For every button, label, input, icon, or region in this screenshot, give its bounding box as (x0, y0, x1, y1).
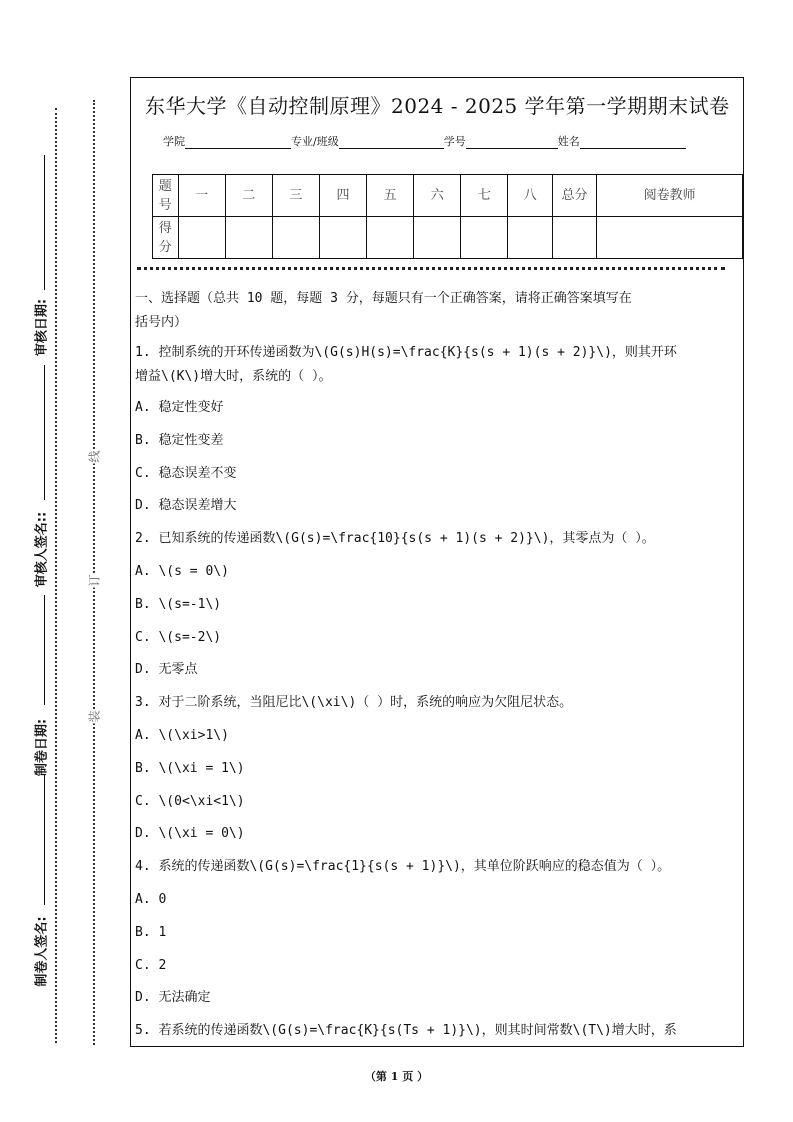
total-score-cell[interactable] (552, 217, 596, 259)
col-header: 四 (319, 175, 366, 217)
major-class-field[interactable] (339, 136, 444, 149)
college-label: 学院 (163, 135, 185, 148)
section-heading-line: 括号内） (135, 315, 188, 330)
col-header: 六 (414, 175, 461, 217)
row-header-score: 得分 (153, 217, 179, 259)
option: A. 0 (135, 891, 167, 907)
section-heading (135, 287, 739, 335)
question-stem: 5. 若系统的传递函数\(G(s)=\frac{K}{s(Ts + 1)}\)，则其时间常数\(T\)增大时，系 (135, 1023, 677, 1039)
student-id-field[interactable] (466, 136, 558, 149)
review-date-underline (44, 155, 45, 290)
option: C. \(s=-2\) (135, 629, 222, 645)
option: D. 稳态误差增大 (135, 498, 237, 514)
score-cell[interactable] (178, 217, 225, 259)
score-cell[interactable] (319, 217, 366, 259)
question-stem: 2. 已知系统的传递函数\(G(s)=\frac{10}{s(s + 1)(s + 2)}\)，其零点为（ ）。 (135, 531, 655, 547)
page-number: （第 1 页 ） (364, 1070, 429, 1083)
row-header-question-number: 题号 (153, 175, 179, 217)
score-cell[interactable] (461, 217, 508, 259)
col-header-total: 总分 (552, 175, 596, 217)
dotted-separator (137, 267, 725, 270)
option: D. \(\xi = 0\) (135, 826, 245, 842)
prepare-date-underline (44, 595, 45, 705)
option: A. \(\xi>1\) (135, 727, 229, 743)
score-cell[interactable] (272, 217, 319, 259)
question-section (135, 287, 739, 1053)
score-cell[interactable] (508, 217, 552, 259)
reviewer-signature-underline (44, 365, 45, 500)
prepare-date-label: 制卷日期: (34, 718, 50, 777)
exam-title: 东华大学《自动控制原理》2024 - 2025 学年第一学期期末试卷 (145, 94, 730, 118)
major-class-label: 专业/班级 (291, 135, 339, 148)
student-info-row (163, 133, 686, 149)
review-date-label: 审核日期: (34, 298, 50, 357)
score-cell[interactable] (367, 217, 414, 259)
col-header: 五 (367, 175, 414, 217)
binding-margin (0, 0, 130, 1122)
option: D. 无零点 (135, 662, 198, 678)
option: B. \(\xi = 1\) (135, 760, 245, 776)
grader-cell[interactable] (597, 217, 743, 259)
col-header: 二 (225, 175, 272, 217)
col-header: 八 (508, 175, 552, 217)
bind-char-bind: 装 (87, 710, 102, 723)
reviewer-signature-label: 审核人签名:: (34, 511, 50, 588)
name-label: 姓名 (557, 135, 580, 148)
option: C. 2 (135, 957, 167, 973)
option: B. 稳定性变差 (135, 432, 224, 448)
option: A. 稳定性变好 (135, 400, 224, 415)
option: C. \(0<\xi<1\) (135, 793, 245, 809)
college-field[interactable] (185, 136, 291, 149)
option: B. 1 (135, 924, 167, 940)
name-field[interactable] (580, 136, 686, 149)
bind-char-staple: 订 (87, 574, 102, 587)
question-stem: 1. 控制系统的开环传递函数为\(G(s)H(s)=\frac{K}{s(s + 1)(s + 2)}\)，则其开环 (135, 345, 677, 360)
option: D. 无法确定 (135, 990, 211, 1006)
option: B. \(s=-1\) (135, 596, 222, 612)
option: A. \(s = 0\) (135, 563, 229, 579)
exam-frame (130, 77, 744, 1047)
score-cell[interactable] (225, 217, 272, 259)
preparer-signature-underline (44, 775, 45, 905)
question-stem: 3. 对于二阶系统，当阻尼比\(\xi\)（ ）时，系统的响应为欠阻尼状态。 (135, 695, 573, 711)
col-header: 一 (178, 175, 225, 217)
binding-dotted-line (93, 100, 95, 1045)
option: C. 稳态误差不变 (135, 465, 237, 481)
question-1 (135, 341, 739, 389)
col-header: 七 (461, 175, 508, 217)
question-stem: 4. 系统的传递函数\(G(s)=\frac{1}{s(s + 1)}\)，其单位阶跃响应的稳态值为（ ）。 (135, 859, 671, 875)
score-cell[interactable] (414, 217, 461, 259)
question-stem: 增益\(K\)增大时，系统的（ ）。 (135, 369, 332, 384)
col-header: 三 (272, 175, 319, 217)
question-number-row (153, 175, 743, 217)
student-id-label: 学号 (443, 135, 466, 148)
section-heading-line: 一、选择题（总共 10 题，每题 3 分，每题只有一个正确答案，请将正确答案填写在 (135, 291, 632, 306)
col-header-grader: 阅卷教师 (597, 175, 743, 217)
preparer-signature-label: 制卷人签名: (34, 916, 50, 987)
score-table (152, 174, 743, 259)
bind-char-line: 线 (87, 450, 102, 463)
signature-dotted-line (55, 108, 57, 1043)
score-row (153, 217, 743, 259)
